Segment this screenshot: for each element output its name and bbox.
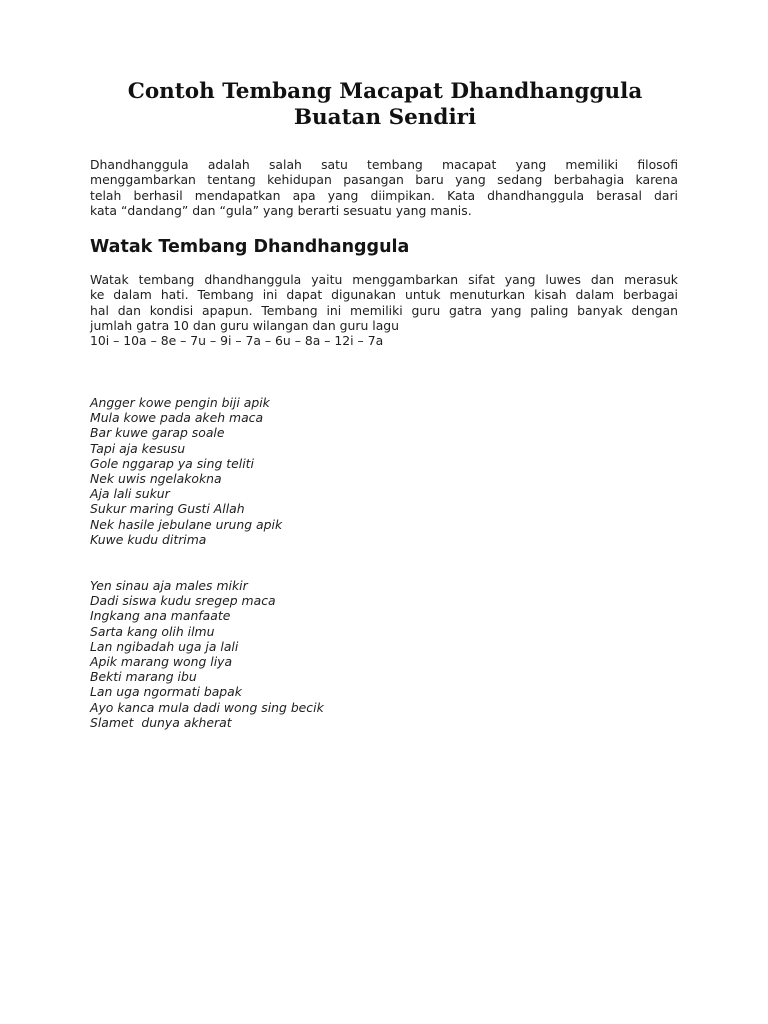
stanza-1	[90, 395, 490, 547]
intro-paragraph	[90, 157, 678, 218]
stanza-line: Sukur maring Gusti Allah	[90, 501, 245, 517]
stanza-line: Dadi siswa kudu sregep maca	[90, 593, 276, 609]
stanza-line: Apik marang wong liya	[90, 654, 233, 670]
stanza-line: Bar kuwe garap soale	[90, 425, 225, 441]
intro-line: telah berhasil mendapatkan apa yang diimpikan. Kata dhandhanggula berasal dari	[90, 187, 678, 203]
stanza-line: Sarta kang olih ilmu	[90, 623, 215, 639]
intro-line: kata “dandang” dan “gula” yang berarti sesuatu yang manis.	[90, 202, 472, 218]
watak-paragraph	[90, 272, 678, 348]
stanza-line: Kuwe kudu ditrima	[90, 531, 207, 547]
stanza-line: Bekti marang ibu	[90, 669, 197, 685]
intro-line: menggambarkan tentang kehidupan pasangan baru yang sedang berbahagia karena	[90, 172, 678, 188]
watak-line: hal dan kondisi apapun. Tembang ini memiliki guru gatra yang paling banyak dengan	[90, 302, 678, 318]
watak-line: jumlah gatra 10 dan guru wilangan dan guru lagu	[90, 317, 400, 333]
stanza-line: Lan ngibadah uga ja lali	[90, 638, 239, 654]
stanza-line: Ayo kanca mula dadi wong sing becik	[90, 699, 324, 715]
guru-lagu-pattern: 10i – 10a – 8e – 7u – 9i – 7a – 6u – 8a – 12i – 7a	[90, 333, 384, 349]
watak-line: Watak tembang dhandhanggula yaitu menggambarkan sifat yang luwes dan merasuk	[90, 272, 678, 287]
stanza-line: Nek hasile jebulane urung apik	[90, 516, 283, 532]
watak-line: ke dalam hati. Tembang ini dapat digunakan untuk menuturkan kisah dalam berbagai	[90, 287, 678, 303]
stanza-line: Aja lali sukur	[90, 486, 170, 502]
stanza-line: Gole nggarap ya sing teliti	[90, 455, 254, 471]
stanza-line: Nek uwis ngelakokna	[90, 471, 222, 487]
stanza-line: Tapi aja kesusu	[90, 440, 186, 456]
stanza-line: Yen sinau aja males mikir	[90, 578, 248, 593]
stanza-line: Ingkang ana manfaate	[90, 608, 231, 624]
stanza-line: Mula kowe pada akeh maca	[90, 410, 264, 426]
document-title: Contoh Tembang Macapat Dhandhanggula Buatan Sendiri	[127, 79, 643, 130]
stanza-line: Angger kowe pengin biji apik	[90, 395, 270, 410]
section-heading: Watak Tembang Dhandhanggula	[90, 237, 410, 257]
stanza-2	[90, 578, 490, 730]
stanza-line: Lan uga ngormati bapak	[90, 684, 242, 700]
stanza-line: Slamet dunya akherat	[90, 714, 232, 730]
intro-line: Dhandhanggula adalah salah satu tembang macapat yang memiliki filosofi	[90, 157, 678, 172]
